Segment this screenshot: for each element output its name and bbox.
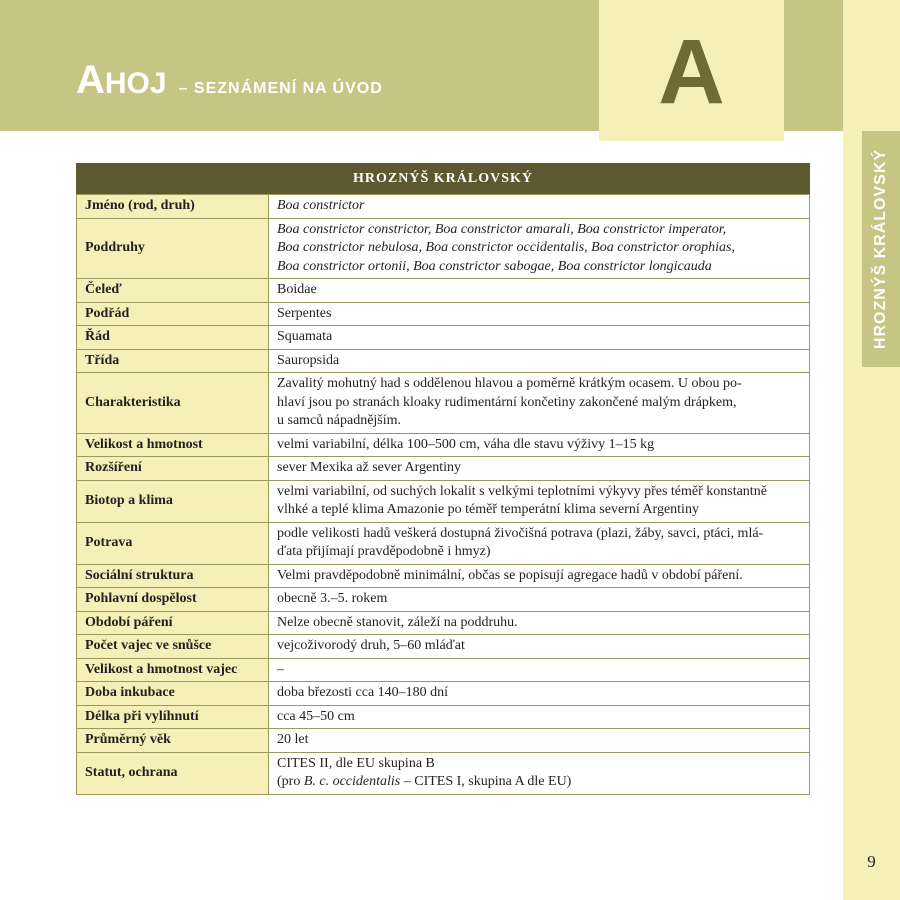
row-value xyxy=(269,279,810,303)
table-row xyxy=(77,457,810,481)
title-initial: A xyxy=(76,58,105,102)
row-label: Podřád xyxy=(77,302,269,326)
row-label: Rozšíření xyxy=(77,457,269,481)
row-value xyxy=(269,457,810,481)
table-row xyxy=(77,349,810,373)
row-label: Velikost a hmotnost xyxy=(77,433,269,457)
table-row xyxy=(77,635,810,659)
value-line: vlhké a teplé klima Amazonie po téměř temperátní klima severní Argentiny xyxy=(277,502,699,517)
row-value xyxy=(269,635,810,659)
row-value xyxy=(269,480,810,522)
row-value xyxy=(269,302,810,326)
value-line: Boa constrictor xyxy=(277,198,365,213)
row-label: Poddruhy xyxy=(77,218,269,279)
value-text: – CITES I, skupina A dle EU) xyxy=(400,774,572,789)
row-label: Charakteristika xyxy=(77,373,269,434)
row-value xyxy=(269,433,810,457)
row-label: Jméno (rod, druh) xyxy=(77,195,269,219)
row-label: Třída xyxy=(77,349,269,373)
table-row xyxy=(77,195,810,219)
page-title xyxy=(76,58,383,103)
row-value xyxy=(269,522,810,564)
row-value xyxy=(269,195,810,219)
row-value xyxy=(269,611,810,635)
row-value xyxy=(269,752,810,794)
title-rest: HOJ xyxy=(104,67,167,100)
row-label: Počet vajec ve snůšce xyxy=(77,635,269,659)
value-line: Nelze obecně stanovit, záleží na poddruhu. xyxy=(277,614,518,630)
value-line: cca 45–50 cm xyxy=(277,708,355,724)
table-row xyxy=(77,433,810,457)
row-label: Biotop a klima xyxy=(77,480,269,522)
row-label: Délka při vylíhnutí xyxy=(77,705,269,729)
row-value xyxy=(269,705,810,729)
table-row xyxy=(77,218,810,279)
value-line: obecně 3.–5. rokem xyxy=(277,591,388,606)
value-line: CITES II, dle EU skupina B xyxy=(277,755,435,771)
table-row xyxy=(77,611,810,635)
value-line: Boa constrictor nebulosa, Boa constrictor occidentalis, Boa constrictor orophias, xyxy=(277,240,735,255)
value-line: podle velikosti hadů veškerá dostupná živočišná potrava (plazi, žáby, savci, ptáci, mlá- xyxy=(277,525,764,541)
value-line: – xyxy=(277,661,284,677)
table-row xyxy=(77,588,810,612)
row-label: Velikost a hmotnost vajec xyxy=(77,658,269,682)
row-value xyxy=(269,326,810,350)
row-label: Statut, ochrana xyxy=(77,752,269,794)
value-line: sever Mexika až sever Argentiny xyxy=(277,460,462,475)
table-row xyxy=(77,752,810,794)
table-row xyxy=(77,522,810,564)
row-label: Čeleď xyxy=(77,279,269,303)
value-line: Serpentes xyxy=(277,305,332,321)
row-value xyxy=(269,682,810,706)
value-line: Sauropsida xyxy=(277,352,340,368)
value-line: Boa constrictor ortonii, Boa constrictor sabogae, Boa constrictor longicauda xyxy=(277,258,712,274)
row-label: Období páření xyxy=(77,611,269,635)
value-line: 20 let xyxy=(277,732,309,747)
value-line: ďata přijímají pravděpodobně i hmyz) xyxy=(277,544,491,559)
value-line: u samců nápadnějším. xyxy=(277,413,402,428)
table-row xyxy=(77,302,810,326)
table-row xyxy=(77,658,810,682)
table-row xyxy=(77,279,810,303)
table-row xyxy=(77,729,810,753)
value-line: velmi variabilní, délka 100–500 cm, váha dle stavu výživy 1–15 kg xyxy=(277,436,655,452)
row-label: Řád xyxy=(77,326,269,350)
row-value xyxy=(269,729,810,753)
row-label: Sociální struktura xyxy=(77,564,269,588)
value-line: Boa constrictor constrictor, Boa constrictor amarali, Boa constrictor imperator, xyxy=(277,221,727,237)
value-line: vejcoživorodý druh, 5–60 mláďat xyxy=(277,638,465,653)
page-number: 9 xyxy=(867,852,876,871)
row-value xyxy=(269,564,810,588)
value-line: Zavalitý mohutný had s oddělenou hlavou a poměrně krátkým ocasem. U obou po- xyxy=(277,376,742,391)
value-line: Squamata xyxy=(277,329,333,344)
side-tab xyxy=(862,131,900,367)
side-tab-label: HROZNÝŠ KRÁLOVSKÝ xyxy=(872,148,889,350)
row-label: Potrava xyxy=(77,522,269,564)
row-value xyxy=(269,349,810,373)
value-line: doba březosti cca 140–180 dní xyxy=(277,685,449,700)
value-line: velmi variabilní, od suchých lokalit s velkými teplotními výkyvy přes téměř konstantně xyxy=(277,483,767,499)
row-label: Průměrný věk xyxy=(77,729,269,753)
value-line: Boidae xyxy=(277,282,317,297)
row-label: Doba inkubace xyxy=(77,682,269,706)
value-line: hlaví jsou po stranách kloaky rudimentární končetiny zakončené malým drápkem, xyxy=(277,394,737,410)
row-value xyxy=(269,373,810,434)
table-row xyxy=(77,682,810,706)
value-line: Velmi pravděpodobně minimální, občas se popisují agregace hadů v období páření. xyxy=(277,567,743,583)
row-value xyxy=(269,218,810,279)
table-row xyxy=(77,705,810,729)
table-row xyxy=(77,373,810,434)
table-row xyxy=(77,326,810,350)
section-letter-box xyxy=(599,0,784,141)
row-value xyxy=(269,588,810,612)
page-subtitle: – SEZNÁMENÍ NA ÚVOD xyxy=(178,80,383,97)
section-letter: A xyxy=(658,21,725,123)
table-row xyxy=(77,564,810,588)
table-caption: HROZNÝŠ KRÁLOVSKÝ xyxy=(76,163,810,194)
row-label: Pohlavní dospělost xyxy=(77,588,269,612)
value-text: (pro xyxy=(277,774,304,789)
table-row xyxy=(77,480,810,522)
species-table xyxy=(76,163,810,795)
value-italic-text: B. c. occidentalis xyxy=(303,774,401,789)
row-value xyxy=(269,658,810,682)
